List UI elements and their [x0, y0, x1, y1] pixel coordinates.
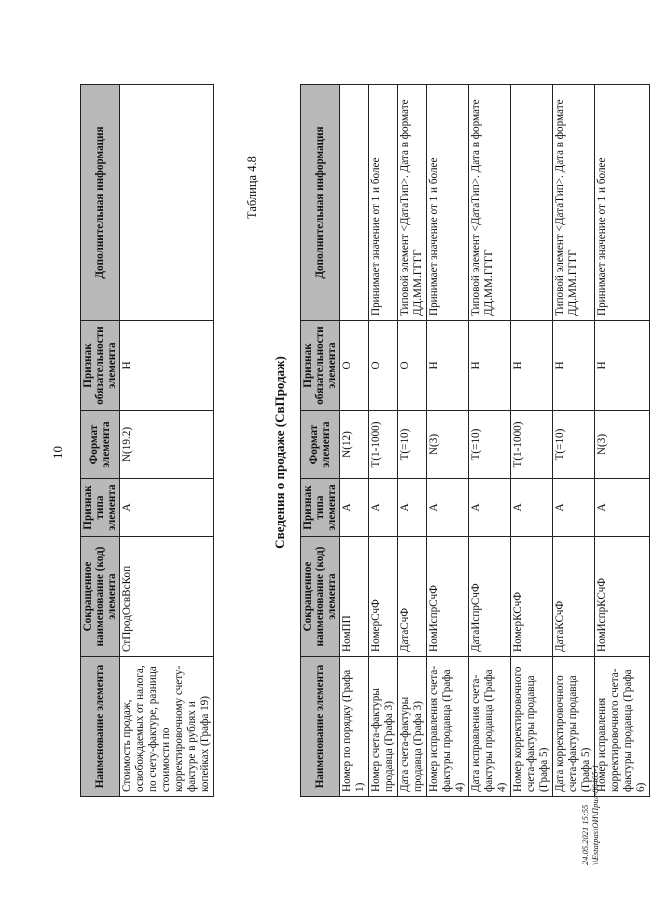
table-cell: Н	[120, 321, 214, 411]
table-cell: НомПП	[340, 537, 369, 657]
table-title: Сведения о продаже (СвПродаж)	[272, 356, 287, 549]
table-cell: Номер по порядку (Графа 1)	[340, 657, 369, 797]
table-cell: T(1-1000)	[511, 411, 553, 479]
table-cell: Н	[553, 321, 595, 411]
header-cell: Признак типа элемента	[81, 479, 120, 537]
table-cell: А	[369, 479, 398, 537]
table-cell: N(3)	[595, 411, 650, 479]
table-cell: А	[469, 479, 511, 537]
table-cell: Типовой элемент <ДатаТип>. Дата в формате ДД.ММ.ГГГГ	[398, 85, 427, 321]
footer-path: \\Estatpas\ОИ\Прил-86465-1	[590, 764, 600, 865]
footer-stamp	[580, 764, 600, 865]
table-cell: Номер корректировочного счета-фактуры продавца (Графа 5)	[511, 657, 553, 797]
table-cell: А	[427, 479, 469, 537]
table-cell: N(3)	[427, 411, 469, 479]
table-cell: Номер счета-фактуры продавца (Графа 3)	[369, 657, 398, 797]
table-cell: Принимает значение от 1 и более	[595, 85, 650, 321]
table-cell: О	[369, 321, 398, 411]
table-cell: О	[398, 321, 427, 411]
table-cell: А	[511, 479, 553, 537]
table-cell: T(=10)	[469, 411, 511, 479]
header-cell: Признак типа элемента	[301, 479, 340, 537]
table-cell: Н	[511, 321, 553, 411]
table-cell: А	[340, 479, 369, 537]
table-cell: T(=10)	[553, 411, 595, 479]
table-cell: Дата корректировочного счета-фактуры продавца (Графа 5)	[553, 657, 595, 797]
table-cell: ДатаКСчФ	[553, 537, 595, 657]
table-row	[511, 85, 553, 797]
header-cell: Формат элемента	[301, 411, 340, 479]
table-cell: О	[340, 321, 369, 411]
table-row	[340, 85, 369, 797]
main-table	[300, 84, 650, 797]
table-cell: Дата счета-фактуры продавца (Графа 3)	[398, 657, 427, 797]
footer-date: 24.05.2021 15:55	[580, 804, 590, 865]
table-cell: Н	[595, 321, 650, 411]
header-cell: Сокращенное наименование (код) элемента	[301, 537, 340, 657]
table-cell: НомерСчФ	[369, 537, 398, 657]
table-cell: Принимает значение от 1 и более	[369, 85, 398, 321]
table-row	[120, 85, 214, 797]
table-cell	[120, 85, 214, 321]
table-cell	[511, 85, 553, 321]
table-cell: N(12)	[340, 411, 369, 479]
table-cell: Н	[469, 321, 511, 411]
table-row	[427, 85, 469, 797]
table-cell: НомИспрКСчФ	[595, 537, 650, 657]
table-label: Таблица 4.8	[245, 156, 259, 219]
table-cell: НомИспрСчФ	[427, 537, 469, 657]
table-cell: НомерКСчФ	[511, 537, 553, 657]
table-cell: А	[120, 479, 214, 537]
table-cell: N(19.2)	[120, 411, 214, 479]
table-cell: А	[595, 479, 650, 537]
table-cell: А	[553, 479, 595, 537]
table-cell: T(1-1000)	[369, 411, 398, 479]
table-row	[398, 85, 427, 797]
table-cell: СтПродОсвВсКоп	[120, 537, 214, 657]
table-cell: ДатаСчФ	[398, 537, 427, 657]
table-cell: Принимает значение от 1 и более	[427, 85, 469, 321]
table-row	[595, 85, 650, 797]
table-cell: ДатаИспрСчФ	[469, 537, 511, 657]
header-cell: Признак обязательности элемента	[301, 321, 340, 411]
table-row	[369, 85, 398, 797]
table-cell	[340, 85, 369, 321]
table-row	[553, 85, 595, 797]
header-cell: Наименование элемента	[81, 657, 120, 797]
top-table	[80, 84, 214, 797]
header-cell: Дополнительная информация	[81, 85, 120, 321]
main-table-header-row	[301, 85, 340, 797]
table-cell: Дата исправления счета-фактуры продавца (Графа 4)	[469, 657, 511, 797]
top-table-header-row	[81, 85, 120, 797]
header-cell: Наименование элемента	[301, 657, 340, 797]
table-cell: Типовой элемент <ДатаТип>. Дата в формате ДД.ММ.ГГГГ	[469, 85, 511, 321]
table-cell: Н	[427, 321, 469, 411]
header-cell: Формат элемента	[81, 411, 120, 479]
table-cell: T(=10)	[398, 411, 427, 479]
table-row	[469, 85, 511, 797]
table-cell: Типовой элемент <ДатаТип>. Дата в формате ДД.ММ.ГГГГ	[553, 85, 595, 321]
header-cell: Признак обязательности элемента	[81, 321, 120, 411]
table-cell: А	[398, 479, 427, 537]
table-cell: Стоимость продаж, освобождаемых от налога, по счету-фактуре, разница стоимости по корректировочному счету-фактуре в рублях и копейках (Графа 19)	[120, 657, 214, 797]
table-cell: Номер исправления счета-фактуры продавца (Графа 4)	[427, 657, 469, 797]
table-cell: Номер исправления корректировочного счета-фактуры продавца (Графа 6)	[595, 657, 650, 797]
header-cell: Сокращенное наименование (код) элемента	[81, 537, 120, 657]
header-cell: Дополнительная информация	[301, 85, 340, 321]
page-number: 10	[50, 446, 65, 459]
